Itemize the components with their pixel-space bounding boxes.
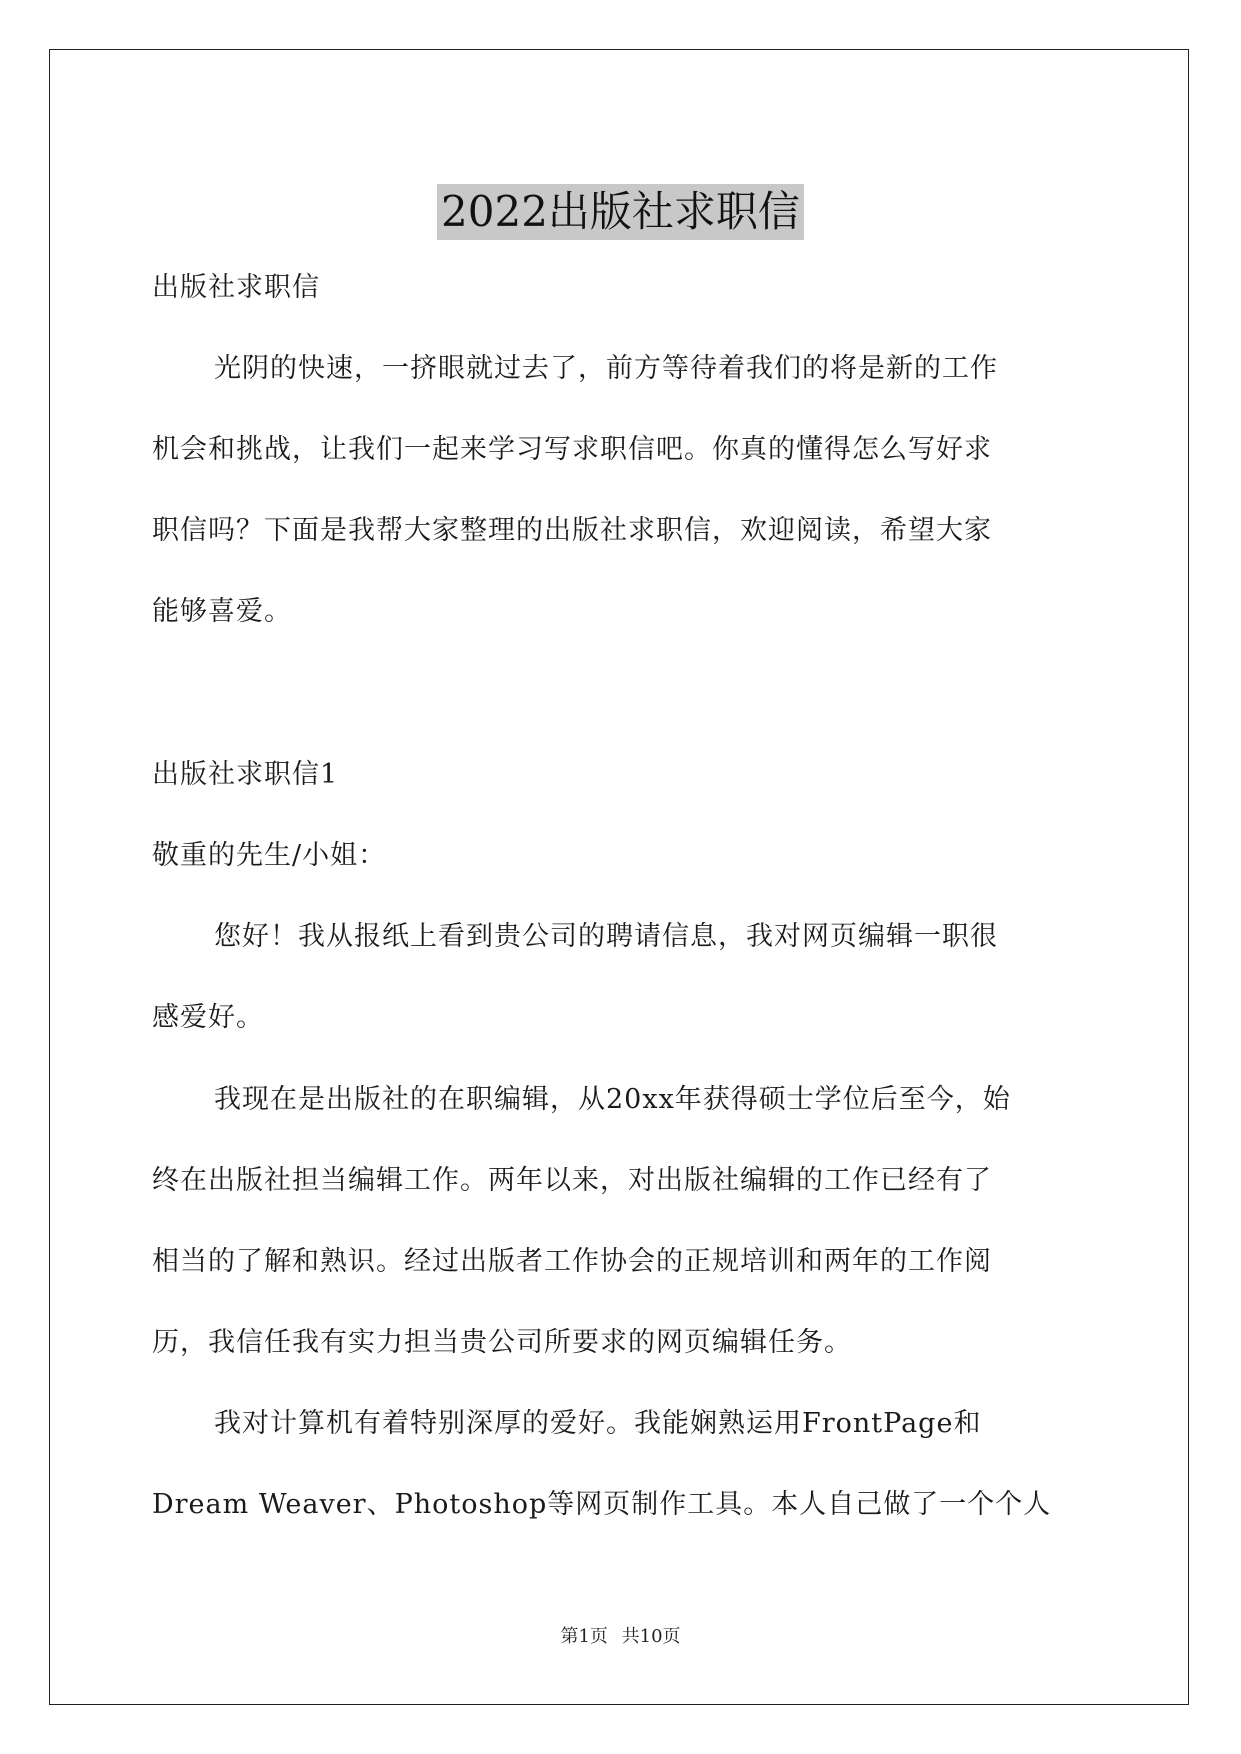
paragraph-line: Dream Weaver、Photoshop等网页制作工具。本人自己做了一个个人 (152, 1489, 1052, 1520)
section-heading-letter-1: 出版社求职信1 (152, 759, 339, 790)
paragraph-line: 终在出版社担当编辑工作。两年以来，对出版社编辑的工作已经有了 (152, 1165, 992, 1196)
paragraph-line: 感爱好。 (152, 1002, 264, 1033)
paragraph-line: 能够喜爱。 (152, 596, 292, 627)
salutation: 敬重的先生/小姐： (152, 840, 387, 871)
paragraph-line: 历，我信任我有实力担当贵公司所要求的网页编辑任务。 (152, 1327, 852, 1358)
paragraph-line: 机会和挑战，让我们一起来学习写求职信吧。你真的懂得怎么写好求 (152, 434, 992, 465)
paragraph-line: 我现在是出版社的在职编辑，从20xx年获得硕士学位后至今，始 (214, 1084, 1011, 1115)
paragraph-line: 职信吗？下面是我帮大家整理的出版社求职信，欢迎阅读，希望大家 (152, 515, 992, 546)
document-title: 2022出版社求职信 (437, 184, 804, 240)
page-total: 共10页 (621, 1626, 681, 1647)
paragraph-line: 光阴的快速，一挤眼就过去了，前方等待着我们的将是新的工作 (214, 353, 998, 384)
page-footer (0, 1625, 1241, 1649)
paragraph-line: 您好！我从报纸上看到贵公司的聘请信息，我对网页编辑一职很 (214, 921, 998, 952)
page-number: 第1页 (560, 1626, 608, 1647)
section-heading-intro: 出版社求职信 (152, 272, 320, 303)
paragraph-line: 相当的了解和熟识。经过出版者工作协会的正规培训和两年的工作阅 (152, 1246, 992, 1277)
paragraph-line: 我对计算机有着特别深厚的爱好。我能娴熟运用FrontPage和 (214, 1408, 982, 1439)
title-wrap (0, 156, 1241, 268)
